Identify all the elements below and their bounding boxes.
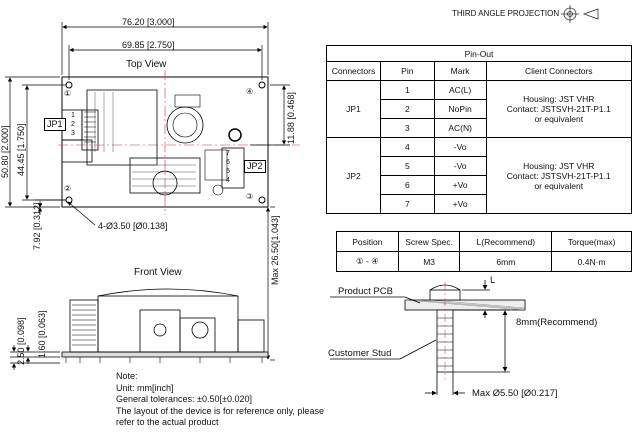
- hole-number-2: ②: [64, 184, 72, 193]
- jp2-pin-6: 6: [226, 159, 230, 166]
- jp2-pin-7: 7: [226, 150, 230, 157]
- jp1-pin-1: 1: [71, 112, 75, 119]
- pin-cell: 5: [380, 157, 434, 176]
- col-header-mark: Mark: [434, 62, 486, 81]
- dim-hole-spacing-x: 69.85 [2.750]: [122, 40, 175, 50]
- mark-cell: -Vo: [434, 138, 486, 157]
- pin-cell: 2: [380, 100, 434, 119]
- screw-table: [336, 231, 632, 272]
- projection-label: THIRD ANGLE PROJECTION: [452, 9, 560, 18]
- projection-symbol: [561, 5, 598, 23]
- hole-number-3: ③: [246, 192, 254, 201]
- dim-clearance: 2.50 [0.098]: [16, 317, 26, 365]
- col-header-connectors: Connectors: [327, 62, 381, 81]
- client-line: or equivalent: [534, 180, 584, 191]
- customer-stud-label: Customer Stud: [328, 348, 392, 359]
- pinout-title: Pin-Out: [327, 46, 632, 62]
- client-line: Housing: JST VHR: [523, 94, 595, 104]
- hole-number-1: ①: [64, 89, 72, 98]
- l-label: L: [490, 275, 496, 286]
- position-cell: ① - ④: [337, 252, 399, 272]
- notes-block: [116, 371, 324, 429]
- notes-title: Note:: [116, 371, 138, 381]
- col-header-pin: Pin: [380, 62, 434, 81]
- jp1-pin-3: 3: [71, 130, 75, 137]
- col-header-length: L(Recommend): [460, 232, 552, 252]
- jp1-label: JP1: [44, 118, 66, 131]
- pin-cell: 1: [380, 81, 434, 100]
- mark-cell: NoPin: [434, 100, 486, 119]
- product-pcb-label: Product PCB: [338, 286, 393, 297]
- holes-label: 4-Ø3.50 [Ø0.138]: [98, 221, 168, 231]
- client-line: Contact: JSTSVH-21T-P1.1: [506, 170, 611, 181]
- col-header-screw-spec: Screw Spec.: [398, 232, 460, 252]
- max-diameter-label: Max Ø5.50 [Ø0.217]: [472, 388, 558, 399]
- note-line: refer to the actual product: [116, 417, 219, 427]
- hole-number-4: ④: [246, 87, 254, 96]
- dim-hole-spacing-y: 44.45 [1.750]: [16, 123, 26, 176]
- front-view-title: Front View: [134, 267, 182, 278]
- col-header-position: Position: [337, 232, 399, 252]
- dim-hole-offset: 7.92 [0.312]: [32, 202, 42, 250]
- jp2-label: JP2: [244, 160, 266, 173]
- col-header-torque: Torque(max): [552, 232, 632, 252]
- dim-pcb-thickness: 1.60 [0.063]: [37, 310, 47, 358]
- mark-cell: +Vo: [434, 176, 486, 195]
- spec-cell: M3: [398, 252, 460, 272]
- dim-max-height: Max 26.50[1.043]: [270, 215, 280, 285]
- front-view-board: [62, 289, 268, 363]
- top-view-title: Top View: [126, 59, 167, 70]
- dim-overall-height: 50.80 [2.000]: [0, 125, 10, 178]
- pinout-table: [326, 45, 632, 214]
- pin-cell: 7: [380, 195, 434, 214]
- pin-cell: 4: [380, 138, 434, 157]
- connector-jp2: JP2: [327, 138, 381, 214]
- client-line: or equivalent: [534, 114, 584, 124]
- length-cell: 6mm: [460, 252, 552, 272]
- pin-cell: 6: [380, 176, 434, 195]
- mark-cell: AC(L): [434, 81, 486, 100]
- client-connector-jp2: [486, 138, 631, 214]
- connector-jp1: JP1: [327, 81, 381, 138]
- dim-overall-width: 76.20 [3.000]: [122, 17, 175, 27]
- torque-cell: 0.4N·m: [552, 252, 632, 272]
- client-line: Housing: JST VHR: [523, 160, 595, 171]
- stud-length-label: 8mm(Recommend): [516, 317, 598, 328]
- client-line: Contact: JSTSVH-21T-P1.1: [506, 104, 611, 114]
- dim-jp2-offset: 11.88 [0.468]: [286, 92, 296, 144]
- client-connector-jp1: [486, 81, 631, 138]
- jp2-pin-5: 5: [226, 168, 230, 175]
- note-line: The layout of the device is for reference only, please: [116, 405, 324, 416]
- mount-detail: [330, 280, 525, 395]
- top-view-board: [58, 70, 300, 215]
- jp2-pin-4: 4: [226, 177, 230, 184]
- mark-cell: -Vo: [434, 157, 486, 176]
- note-line: Unit: mm[inch]: [116, 382, 174, 393]
- mark-cell: AC(N): [434, 119, 486, 138]
- pin-cell: 3: [380, 119, 434, 138]
- jp1-pin-2: 2: [71, 121, 75, 128]
- mark-cell: +Vo: [434, 195, 486, 214]
- note-line: General tolerances: ±0.50[±0.020]: [116, 394, 252, 404]
- col-header-client: Client Connectors: [486, 62, 631, 81]
